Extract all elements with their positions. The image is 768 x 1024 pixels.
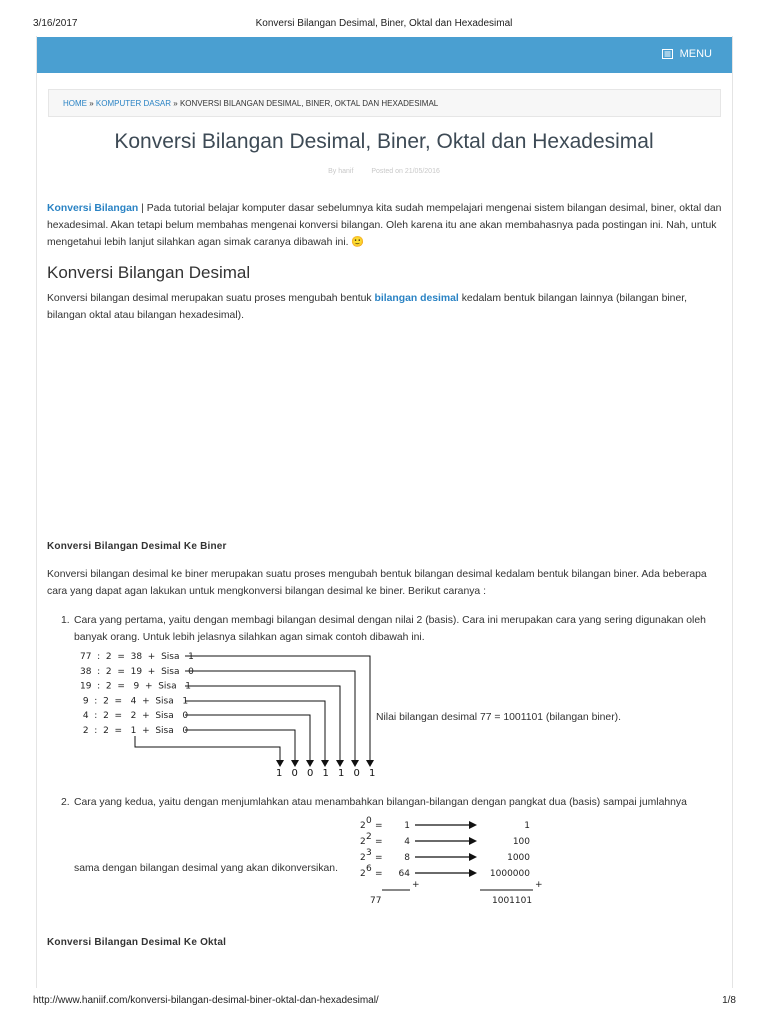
binary-value: 1000: [507, 853, 530, 863]
equals-sign: =: [375, 853, 383, 863]
menu-label: MENU: [679, 48, 712, 60]
division-row: 19 : 2 = 9 + Sisa 1: [80, 681, 191, 692]
top-navbar: [37, 37, 732, 73]
subsection-heading: Konversi Bilangan Desimal Ke Oktal: [47, 937, 227, 948]
power-value: 4: [404, 837, 410, 847]
print-date: 3/16/2017: [33, 18, 78, 29]
breadcrumb-separator: »: [173, 99, 178, 108]
power-base: 2: [360, 837, 366, 847]
division-row: 4 : 2 = 2 + Sisa 0: [80, 711, 189, 722]
post-meta: [0, 168, 768, 175]
bilangan-desimal-link[interactable]: bilangan desimal: [374, 293, 459, 304]
list-item: [61, 612, 723, 646]
sum-decimal: 77: [370, 896, 382, 906]
print-url: http://www.haniif.com/konversi-bilangan-desimal-biner-oktal-dan-hexadesimal/: [33, 995, 379, 1006]
power-exponent: 0: [366, 816, 372, 826]
intro-separator: |: [138, 203, 147, 214]
power-row: [360, 832, 530, 847]
division-row: 9 : 2 = 4 + Sisa 1: [80, 696, 189, 707]
section-paragraph: [47, 290, 723, 324]
post-author[interactable]: By hanif: [328, 168, 354, 175]
binary-digit: 1: [276, 768, 283, 778]
power-base: 2: [360, 853, 366, 863]
power-row: [360, 864, 530, 879]
binary-value: 1000000: [489, 869, 530, 879]
binary-value: 1: [524, 821, 530, 831]
arrow-icon: [469, 837, 477, 845]
breadcrumb-separator: »: [89, 99, 94, 108]
power-row: [360, 816, 530, 831]
section-heading: Konversi Bilangan Desimal: [47, 263, 251, 282]
binary-digit: 1: [369, 768, 376, 778]
list-text: Cara yang kedua, yaitu dengan menjumlahkan atau menambahkan bilangan-bilangan dengan pangkat dua (basis) sampai jumlahnya: [74, 797, 687, 808]
section-text: Konversi bilangan desimal merupakan suatu proses mengubah bentuk: [47, 293, 375, 304]
hamburger-icon: [662, 49, 673, 59]
print-title: Konversi Bilangan Desimal, Biner, Oktal dan Hexadesimal: [255, 18, 513, 29]
sum-binary: 1001101: [492, 896, 533, 906]
intro-link[interactable]: Konversi Bilangan: [47, 203, 139, 214]
breadcrumb: [48, 89, 721, 117]
subsection-paragraph: Konversi bilangan desimal ke biner merupakan suatu proses mengubah bentuk bilangan desimal kedalam bentuk bilangan biner. Ada beberapa cara yang dapat agan lakukan untuk mengkonversi bilangan desimal ke biner. Berikut caranya :: [47, 569, 707, 597]
intro-text: Pada tutorial belajar komputer dasar sebelumnya kita sudah mempelajari mengenai sistem bilangan desimal, biner, oktal dan hexadesimal. Akan tetapi belum membahas mengenai konversi bilangan. Oleh karena itu ane akan membahasnya pada postingan ini. Nah, untuk mengetahui lebih lanjut silahkan agan simak caranya dibawah ini. 🙂: [47, 203, 722, 248]
section-text: kedalam bentuk bilangan lainnya (bilangan biner, bilangan oktal atau bilangan hexadesimal).: [47, 293, 688, 321]
binary-digit: 0: [307, 768, 314, 778]
arrow-icon: [469, 821, 477, 829]
binary-digit: 0: [353, 768, 360, 778]
binary-digit: 1: [338, 768, 345, 778]
power-exponent: 6: [366, 864, 372, 874]
power-row: [360, 848, 530, 863]
equals-sign: =: [375, 821, 383, 831]
breadcrumb-current: KONVERSI BILANGAN DESIMAL, BINER, OKTAL DAN HEXADESIMAL: [179, 99, 439, 108]
arrow-icon: [469, 869, 477, 877]
breadcrumb-category-link[interactable]: KOMPUTER DASAR: [95, 99, 172, 108]
list-text: Cara yang pertama, yaitu dengan membagi bilangan desimal dengan nilai 2 (basis). Cara ini merupakan cara yang sering digunakan oleh banyak orang. Untuk lebih jelasnya silahkan agan simak contoh dibawah ini.: [74, 615, 706, 643]
print-header: [0, 18, 768, 32]
binary-digit: 0: [291, 768, 298, 778]
print-page-number: 1/8: [722, 995, 736, 1006]
page-title: Konversi Bilangan Desimal, Biner, Oktal dan Hexadesimal: [114, 130, 654, 153]
subsection-heading: Konversi Bilangan Desimal Ke Biner: [47, 541, 227, 552]
power-exponent: 2: [366, 832, 372, 842]
diagram-caption: Nilai bilangan desimal 77 = 1001101 (bilangan biner).: [376, 712, 622, 723]
intro-paragraph: [47, 200, 723, 251]
list-number: 2.: [61, 797, 70, 808]
post-date: Posted on 21/05/2016: [371, 168, 440, 175]
power-base: 2: [360, 869, 366, 879]
power-of-two-diagram: [355, 814, 555, 909]
list-item: [61, 794, 741, 811]
list-number: 1.: [61, 615, 70, 626]
power-base: 2: [360, 821, 366, 831]
list-text-continued: sama dengan bilangan desimal yang akan dikonversikan.: [74, 863, 338, 874]
arrow-icon: [469, 853, 477, 861]
equals-sign: =: [375, 837, 383, 847]
power-value: 8: [404, 853, 410, 863]
power-value: 1: [404, 821, 410, 831]
menu-button[interactable]: [662, 48, 712, 60]
division-row: 2 : 2 = 1 + Sisa 0: [80, 726, 189, 736]
binary-digit: 1: [322, 768, 329, 778]
breadcrumb-home-link[interactable]: HOME: [63, 99, 87, 108]
division-row: 77 : 2 = 38 + Sisa 1: [80, 652, 194, 662]
power-exponent: 3: [366, 848, 372, 858]
plus-sign: +: [535, 880, 543, 890]
division-row: 38 : 2 = 19 + Sisa 0: [80, 666, 194, 677]
equals-sign: =: [375, 869, 383, 879]
power-value: 64: [398, 869, 410, 879]
binary-value: 100: [512, 837, 530, 847]
plus-sign: +: [412, 880, 420, 890]
